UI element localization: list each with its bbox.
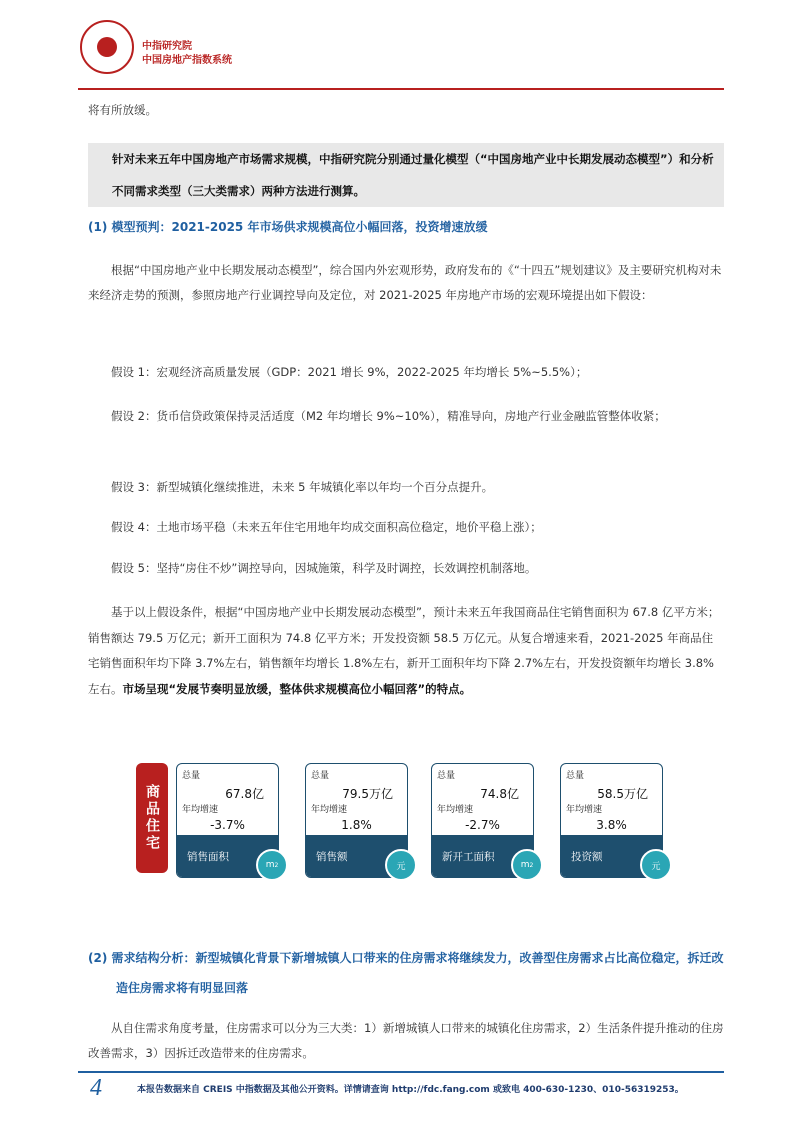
- unit-badge-icon: m 2: [511, 849, 543, 881]
- assumption-1: 假设 1：宏观经济高质量发展（GDP：2021 增长 9%，2022-2025 年均增长 5%~5.5%）；: [111, 365, 588, 379]
- footer-divider: [78, 1071, 724, 1073]
- metric-name: 销售面积: [187, 851, 229, 863]
- paragraph-forecast: [88, 600, 724, 702]
- org-system: 中国房地产指数系统: [142, 55, 232, 66]
- unit-badge-icon: 元: [385, 849, 417, 881]
- org-name: 中指研究院: [142, 41, 192, 52]
- section-heading-2: (2) 需求结构分析：新型城镇化背景下新增城镇人口带来的住房需求将继续发力，改善型住房需求占比高位稳定，拆迁改造住房需求将有明显回落: [88, 951, 724, 995]
- unit-badge-icon: 元: [640, 849, 672, 881]
- assumption-4: 假设 4：土地市场平稳（未来五年住宅用地年均成交面积高位稳定，地价平稳上涨）；: [111, 520, 542, 534]
- growth-value: 3.8%: [596, 818, 627, 832]
- logo-seal: [80, 20, 134, 74]
- growth-label: 年均增速: [566, 805, 603, 815]
- total-label: 总量: [566, 771, 585, 781]
- forecast-text: 基于以上假设条件，根据“中国房地产业中长期发展动态模型”，预计未来五年我国商品住宅销售面积为 67.8 亿平方米；销售额达 79.5 万亿元；新开工面积为 74.8 亿平方米；开发投资额 58.5 万亿元。从复合增速来看，2021-2025 年商品住宅销售面积年均下降 3.7%左右，销售额年均增长 1.8%左右，新开工面积年均下降 2.7%左右，开发投资额年均增长 3.8%左右。: [88, 605, 720, 696]
- total-value: 74.8亿: [480, 787, 519, 801]
- growth-label: 年均增速: [311, 805, 348, 815]
- assumption-3: 假设 3：新型城镇化继续推进，未来 5 年城镇化率以年均一个百分点提升。: [111, 480, 494, 494]
- total-label: 总量: [437, 771, 456, 781]
- growth-label: 年均增速: [182, 805, 219, 815]
- paragraph-demand-types: 从自住需求角度考量，住房需求可以分为三大类：1）新增城镇人口带来的城镇化住房需求，2）生活条件提升推动的住房改善需求，3）因拆迁改造带来的住房需求。: [88, 1021, 724, 1060]
- growth-label: 年均增速: [437, 805, 474, 815]
- metric-card-new-construction: [431, 763, 534, 878]
- total-value: 58.5万亿: [597, 787, 648, 801]
- highlight-paragraph: 针对未来五年中国房地产市场需求规模，中指研究院分别通过量化模型（“中国房地产业中长期发展动态模型”）和分析不同需求类型（三大类需求）两种方法进行测算。: [88, 143, 724, 207]
- metric-card-sales-amount: [305, 763, 408, 878]
- side-label-residential: 商品住宅: [136, 763, 168, 873]
- paragraph-continuation: 将有所放缓。: [88, 103, 157, 117]
- total-value: 79.5万亿: [342, 787, 393, 801]
- total-value: 67.8亿: [225, 787, 264, 801]
- metric-name: 销售额: [316, 851, 348, 863]
- total-label: 总量: [182, 771, 201, 781]
- metric-name: 新开工面积: [442, 851, 495, 863]
- growth-value: 1.8%: [341, 818, 372, 832]
- metric-name: 投资额: [571, 851, 603, 863]
- assumption-2: 假设 2：货币信贷政策保持灵活适度（M2 年均增长 9%~10%），精准导向，房地产行业金融监管整体收紧；: [111, 409, 666, 423]
- metric-card-investment: [560, 763, 663, 878]
- total-label: 总量: [311, 771, 330, 781]
- section-heading-1: (1) 模型预判：2021-2025 年市场供求规模高位小幅回落，投资增速放缓: [88, 220, 488, 234]
- growth-value: -2.7%: [465, 818, 500, 832]
- footer-note: 本报告数据来自 CREIS 中指数据及其他公开资料。详情请查询 http://fdc.fang.com 或致电 400-630-1230、010-56319253。: [137, 1085, 684, 1095]
- metric-card-sales-area: [176, 763, 279, 878]
- header-divider: [78, 88, 724, 90]
- unit-badge-icon: m 2: [256, 849, 288, 881]
- forecast-conclusion: 市场呈现“发展节奏明显放缓，整体供求规模高位小幅回落”的特点。: [122, 681, 472, 696]
- assumption-5: 假设 5：坚持“房住不炒”调控导向，因城施策，科学及时调控，长效调控机制落地。: [111, 561, 537, 575]
- growth-value: -3.7%: [210, 818, 245, 832]
- page-number: 4: [90, 1075, 102, 1101]
- paragraph-model: 根据“中国房地产业中长期发展动态模型”，综合国内外宏观形势，政府发布的《“十四五”规划建议》及主要研究机构对未来经济走势的预测，参照房地产行业调控导向及定位，对 2021-2025 年房地产市场的宏观环境提出如下假设：: [88, 263, 722, 302]
